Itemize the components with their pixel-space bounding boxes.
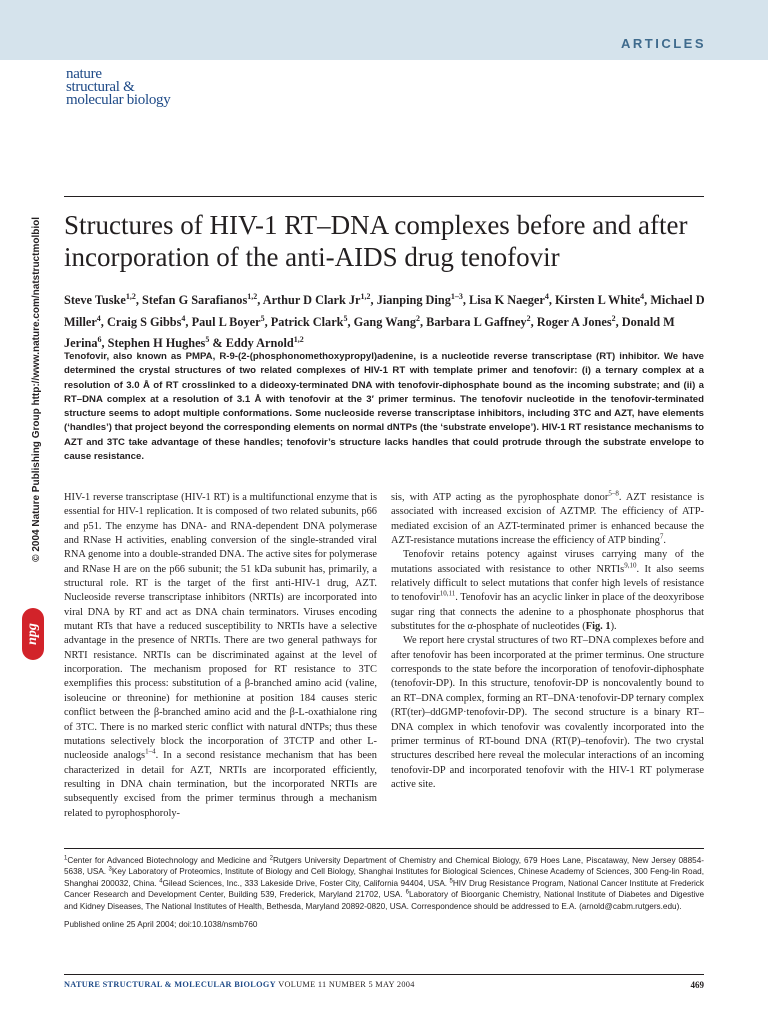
author-affiliation: 4 (640, 292, 645, 301)
author-name[interactable]: Gang Wang (353, 314, 416, 329)
author-name[interactable]: Paul L Boyer (191, 314, 261, 329)
copyright-sidebar (30, 217, 44, 667)
body-column-right (391, 491, 704, 792)
author-name[interactable]: Stephen H Hughes (107, 336, 206, 351)
author-list: Steve Tuske$^{1,2}$, Stefan G Sarafianos$^{1,2}$, Arthur D Clark Jr$^{1,2}$, Jianping Ding$^{1-3}$, Lisa K Naeger$^4$, Kirsten L White$^4$, Michael D Miller$^4$, Craig S Gibbs$^4$, Paul L Boyer$^5$, Patrick Clark$^5$, Gang Wang$^2$, Barbara L Gaffney$^2$, Roger A Jones$^2$, Donald M Jerina$^6$, Stephen H Hughes$^5$ & Eddy Arnold$^{1,2}$ (64, 292, 705, 351)
author-affiliation: 2 (611, 313, 616, 323)
affiliations (64, 855, 704, 912)
copyright-text: © 2004 Nature Publishing Group http://www.nature.com/natstructmolbiol (31, 217, 42, 562)
author-name[interactable]: Patrick Clark (270, 314, 344, 329)
logo-line: molecular biology (66, 92, 171, 108)
author-affiliation: 1,2 (360, 292, 371, 301)
affiliation-text: HIV Drug Resistance Program, National Cancer Institute at Frederick Cancer Research and Development Center, Building 539, Frederick, Maryland 21702, USA. (64, 878, 704, 900)
footnote-rule (64, 848, 704, 849)
publication-info: Published online 25 April 2004; doi:10.1038/nsmb760 (64, 920, 258, 929)
reference-marker[interactable]: 10,11 (439, 589, 456, 598)
author-affiliation: 5 (343, 313, 348, 323)
logo-line: nature (66, 66, 102, 82)
author-affiliation: 1,2 (125, 292, 136, 301)
author-affiliation: 1,2 (247, 292, 258, 301)
author-affiliation: 1–3 (450, 292, 463, 301)
header-band (0, 0, 768, 60)
body-paragraph: HIV-1 reverse transcriptase (HIV-1 RT) is a multifunctional enzyme that is essential for HIV-1 replication. It is composed of two related subunits, p66 and p51. The enzyme has DNA- and RNA-dependent DNA polymerase and RNase H activities, enabling conversion of the single-stranded viral RNA genome into a double-stranded DNA. The active sites for polymerase and RNase H are on the p66 subunit; the 51 kDa subunit has, primarily, a structural role. RT is the target of the first anti-HIV-1 drug, AZT. Nucleoside reverse transcriptase inhibitors (NRTIs) are incorporated into viral DNA by RT and act as DNA chain terminators. Viruses encoding mutant RTs that have a reduced susceptibility to NRTIs have a selective advantage in the presence of NRTIs. There are two general pathways for NRTI resistance. NRTIs can be discriminated against at the level of incorporation. The mechanism proposed for RT resistance to 3TC exemplifies this process: substitution of a β-branched amino acid (valine, isoleucine or threonine) for methionine at position 184 causes steric conflict between the β-branched amino acid and the β-L-oxathialone ring of 3TC. There is no marked steric conflict with natural dNTPs; thus these mutations selectively block the incorporation of 3TCTP and other L-nucleoside analogs$^{1-4}$. In a second resistance mechanism that has been characterized in detail for AZT, NRTIs are incorporated efficiently, resulting in DNA chain termination, but the incorporated NRTIs are subsequently excised from the primer terminus through a mechanism related to pyrophosphoroly- (64, 492, 377, 819)
reference-marker[interactable]: 5–8 (608, 489, 619, 498)
author-name[interactable]: Eddy Arnold (225, 336, 294, 351)
affiliation-number: 5 (449, 878, 453, 885)
author-name[interactable]: Kirsten L White (554, 293, 641, 308)
author-affiliation: 2 (415, 313, 420, 323)
affiliation-number: 3 (108, 866, 112, 873)
author-affiliation: 2 (526, 313, 531, 323)
author-name[interactable]: Steve Tuske (64, 293, 126, 308)
affiliation-text: Laboratory of Bioorganic Chemistry, National Institute of Diabetes and Digestive and Kidney Diseases, The National Institutes of Health, Bethesda, Maryland 20892-0820, USA. Correspondence should be addressed to E.A. (arnold@cabm.rutgers.edu). (64, 890, 704, 911)
header-rule (64, 196, 704, 197)
footer-journal: NATURE STRUCTURAL & MOLECULAR BIOLOGY (64, 980, 276, 989)
section-label: ARTICLES (621, 36, 706, 51)
affiliation-number: 1 (64, 855, 68, 862)
article-title: Structures of HIV-1 RT–DNA complexes before and after incorporation of the anti-AIDS drug tenofovir (64, 210, 688, 272)
affiliation-number: 6 (405, 889, 409, 896)
abstract: Tenofovir, also known as PMPA, R-9-(2-(phosphonomethoxypropyl)adenine, is a nucleotide reverse transcriptase (RT) inhibitor. We have determined the crystal structures of two related complexes of HIV-1 RT with template primer and tenofovir: (i) a ternary complex at a resolution of 3.0 Å of RT crosslinked to a dideoxy-terminated DNA with tenofovir-diphosphate bound as the incoming substrate; and (ii) a RT–DNA complex at a resolution of 3.1 Å with tenofovir at the 3′ primer terminus. The tenofovir nucleotide in the tenofovir-terminated structure seems to adopt multiple conformations. Some nucleoside reverse transcriptase inhibitors, including 3TC and AZT, have elements (‘handles’) that project beyond the corresponding elements on normal dNTPs (the ‘substrate envelope’). HIV-1 RT resistance mechanisms to AZT and 3TC take advantage of these handles; tenofovir’s structure lacks handles that could protrude through the substrate envelope to cause resistance. (64, 351, 704, 463)
author-affiliation: 4 (181, 313, 186, 323)
author-name[interactable]: Lisa K Naeger (469, 293, 545, 308)
author-name[interactable]: Arthur D Clark Jr (262, 293, 361, 308)
reference-marker[interactable]: 9,10 (624, 561, 637, 570)
body-paragraph: Tenofovir retains potency against viruses carrying many of the mutations associated with resistance to other NRTIs$^{9,10}$. It also seems relatively difficult to select mutations that confer high levels of resistance to tenofovir$^{10,11}$. Tenofovir has an acyclic linker in place of the deoxyribose sugar ring that connects the adenine to a phosphonate phosphorus that substitutes for the α-phosphate of nucleotides (Fig. 1). (391, 549, 704, 633)
author-affiliation: 4 (544, 292, 549, 301)
author-name[interactable]: Michael D Miller (64, 293, 705, 329)
body-paragraph: We report here crystal structures of two RT–DNA complexes before and after tenofovir has been incorporated at the primer terminus. One structure corresponds to the state before the incorporation of tenofovir-diphosphate (tenofovir-DP). In this structure, tenofovir-DP is noncovalently bound to an RT–DNA complex, forming an RT–DNA·tenofovir-DP ternary complex (RT(ter)–ddGMP·tenofovir-DP). The second structure is a binary RT–DNA complex in which tenofovir was covalently incorporated into the primer terminus of RT-bound DNA (RT(P)–tenofovir). The two crystal structures described here reveal the molecular interactions of an incoming tenofovir-DP and incorporated tenofovir with the HIV-1 RT polymerase active site. (391, 635, 704, 790)
author-name[interactable]: Stefan G Sarafianos (142, 293, 248, 308)
page-footer (64, 980, 704, 989)
author-name[interactable]: Roger A Jones (536, 314, 612, 329)
author-affiliation: 6 (97, 335, 102, 345)
affiliation-text: Rutgers University Department of Chemistry and Chemical Biology, 679 Hoes Lane, Piscataway, New Jersey 08854-5638, USA. (64, 856, 704, 877)
npg-logo-text: npg (24, 623, 40, 645)
author-affiliation: 5 (205, 335, 210, 345)
author-affiliation: 1,2 (293, 335, 304, 345)
affiliation-text: Center for Advanced Biotechnology and Medicine and (67, 856, 270, 865)
author-name[interactable]: Barbara L Gaffney (426, 314, 527, 329)
body-column-left (64, 491, 377, 821)
npg-logo (22, 608, 44, 660)
figure-link[interactable]: Fig. 1 (585, 621, 611, 633)
page-number: 469 (690, 980, 704, 990)
affiliation-text: Gilead Sciences, Inc., 333 Lakeside Drive, Foster City, California 94404, USA. (162, 878, 450, 888)
reference-marker[interactable]: 1–4 (145, 747, 156, 756)
author-affiliation: 5 (260, 313, 265, 323)
author-name[interactable]: Craig S Gibbs (106, 314, 182, 329)
affiliation-number: 4 (159, 878, 163, 885)
affiliation-text: Key Laboratory of Proteomics, Institute of Biology and Cell Biology, Shanghai Institutes for Biological Sciences, Chinese Academy of Sciences, 300 Feng-lin Road, Shanghai 200032, China. (64, 867, 704, 888)
footer-volume: VOLUME 11 NUMBER 5 MAY 2004 (278, 980, 415, 989)
reference-marker[interactable]: 7 (659, 532, 664, 541)
logo-line: structural & (66, 79, 135, 95)
footer-rule (64, 974, 704, 975)
journal-logo[interactable] (66, 68, 170, 107)
affiliation-number: 2 (269, 855, 273, 862)
author-name[interactable]: Donald M Jerina (64, 314, 675, 351)
author-name[interactable]: Jianping Ding (376, 293, 451, 308)
body-paragraph: sis, with ATP acting as the pyrophosphate donor$^{5-8}$. AZT resistance is associated with increased excision of AZTMP. The efficiency of ATP-mediated excision of an AZT-terminated primer is enhanced because the AZT-resistance mutations increase the efficiency of ATP binding$^7$. (391, 489, 704, 547)
author-affiliation: 4 (96, 313, 101, 323)
